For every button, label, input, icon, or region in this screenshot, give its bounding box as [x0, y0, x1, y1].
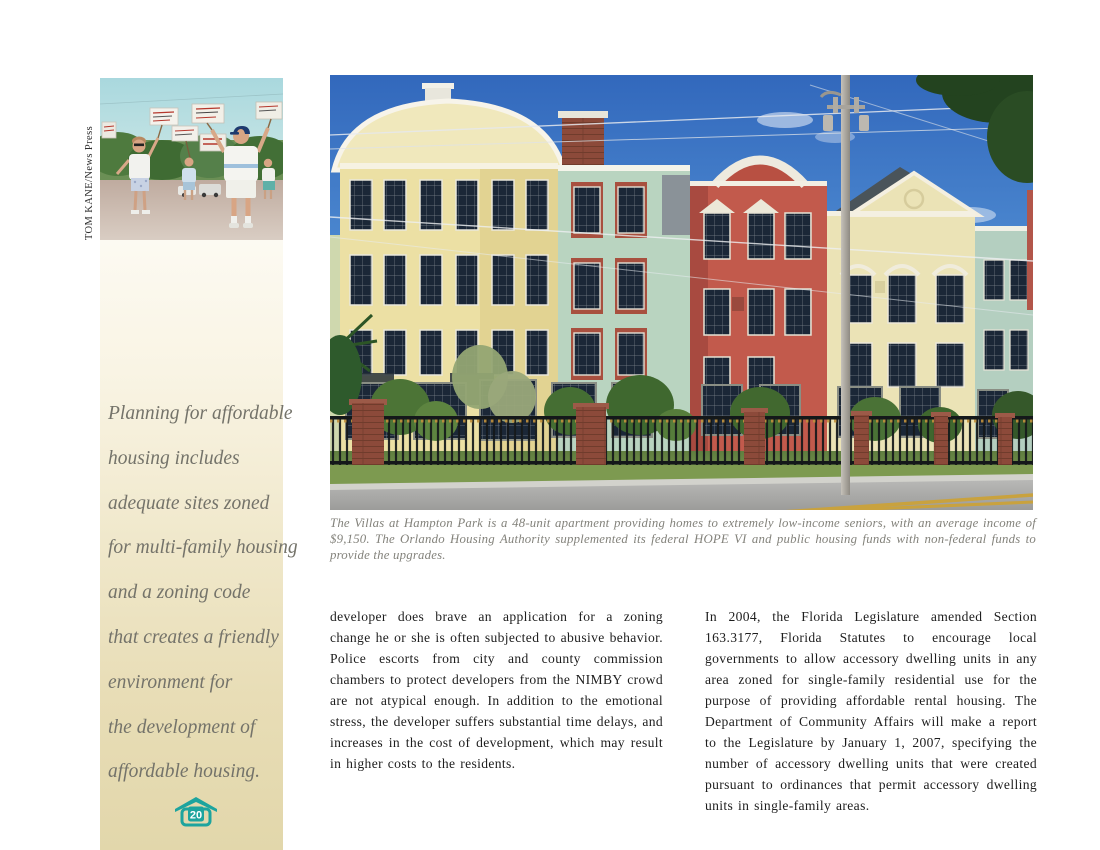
villas-photo — [330, 75, 1033, 510]
pull-quote-line: that creates a friendly — [108, 626, 279, 648]
pull-quote-line: environment for — [108, 671, 233, 693]
pull-quote-line: affordable housing. — [108, 761, 261, 783]
protest-photo — [100, 78, 283, 240]
pull-quote-line: Planning for affordable — [108, 403, 293, 424]
pull-quote-line: housing includes — [108, 447, 240, 469]
pull-quote — [108, 392, 298, 795]
street — [330, 465, 1033, 510]
house-icon — [175, 797, 217, 825]
pull-quote-line: for multi-family housing — [108, 537, 298, 559]
body-column-right: In 2004, the Florida Legislature amended Section 163.3177, Florida Statutes to encourage local governments to allow accessory dwelling units in any area zoned for single-family residential use for the purpose of providing affordable rental housing. The Department of Community Affairs will make a report to the Legislature by January 1, 2007, specifying the number of accessory dwelling units that were created pursuant to ordinances that permit accessory dwelling units in single-family areas. — [705, 609, 1037, 813]
page-number: 20 — [189, 809, 203, 822]
page-number-badge — [174, 794, 218, 828]
pull-quote-line: and a zoning code — [108, 582, 251, 604]
photo-credit: TOM KANE/News Press — [84, 125, 95, 241]
pull-quote-line: the development of — [108, 716, 256, 738]
pull-quote-line: adequate sites zoned — [108, 492, 270, 514]
photo-caption: The Villas at Hampton Park is a 48-unit apartment providing homes to extremely low-income seniors, with an average income of $9,150. The Orlando Housing Authority supplemented its federal HOPE VI and public housing funds with non-federal funds to provide the upgrades. — [330, 516, 1036, 562]
body-column-left: developer does brave an application for a zoning change he or she is often subjected to abusive behavior. Police escorts from city and county commission chambers to protect developers from the NIMBY crowd are not atypical enough. In addition to the emotional stress, the developer suffers substantial time delays, and increases in the cost of development, which may result in higher costs to the residents. — [330, 609, 663, 771]
